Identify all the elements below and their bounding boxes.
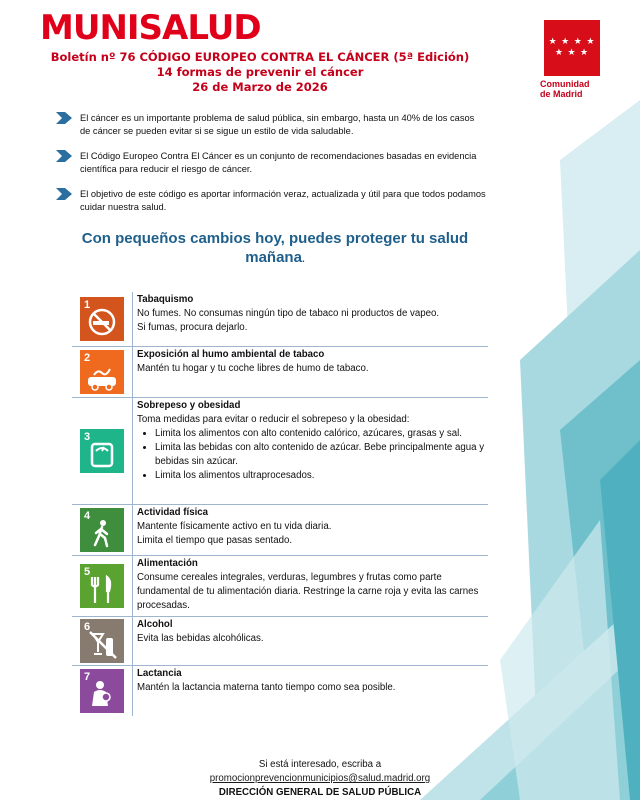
recommendation-badge-2 [80, 350, 124, 394]
recommendation-badge-6 [80, 619, 124, 663]
chevron-right-icon [56, 188, 72, 200]
item-line: No fumes. No consumas ningún tipo de tabaco ni productos de vapeo. [137, 308, 440, 319]
table-row [72, 398, 488, 505]
footer [130, 758, 510, 800]
logo-line-2: de Madrid [540, 89, 583, 99]
no-alcohol-icon [86, 628, 118, 660]
list-item: • Limita los alimentos ultraprocesados. [155, 469, 488, 483]
recommendation-badge-3 [80, 429, 124, 473]
secondhand-smoke-icon [86, 359, 118, 391]
breastfeeding-icon [86, 678, 118, 710]
recommendation-badge-4 [80, 508, 124, 552]
footer-department: DIRECCIÓN GENERAL DE SALUD PÚBLICA [218, 787, 422, 798]
footer-text: Si está interesado, escriba a [258, 759, 382, 770]
slogan-text: Con pequeños cambios hoy, puedes proteger tu salud mañana [81, 230, 469, 266]
item-title: Exposición al humo ambiental de tabaco [137, 349, 325, 360]
logo-caption [540, 79, 610, 99]
intro-item [56, 188, 486, 213]
badge-number: 3 [84, 431, 91, 443]
badge-number: 7 [84, 671, 91, 683]
item-title: Alcohol [137, 619, 173, 630]
item-line: Mantén la lactancia materna tanto tiempo como sea posible. [137, 682, 396, 693]
stars-icon: ★ ★ ★ ★ ★ ★ ★ [548, 36, 596, 57]
list-item: • Limita las bebidas con alto contenido de azúcar. Bebe principalmente agua y bebidas sin azúcar. [155, 441, 488, 469]
walking-person-icon [86, 517, 118, 549]
no-smoking-icon [86, 306, 118, 338]
item-title: Lactancia [137, 668, 182, 679]
badge-number: 5 [84, 566, 91, 578]
intro-text: El cáncer es un importante problema de salud pública, sin embargo, hasta un 40% de los casos de cáncer se pueden evitar si se sigue un estilo de vida saludable. [80, 113, 475, 136]
item-title: Actividad física [137, 507, 209, 518]
item-title: Alimentación [137, 558, 198, 569]
scale-icon [86, 438, 118, 470]
bulletin-date: 26 de Marzo de 2026 [192, 80, 328, 94]
chevron-right-icon [56, 150, 72, 162]
item-line: Si fumas, procura dejarlo. [137, 322, 248, 333]
item-line: Consume cereales integrales, verduras, legumbres y frutas como parte fundamental de tu alimentación diaria. Restringe la carne roja y evita las carnes procesadas. [137, 572, 479, 611]
recommendation-badge-7 [80, 669, 124, 713]
table-row [72, 556, 488, 617]
item-title: Tabaquismo [137, 294, 194, 305]
intro-list [56, 112, 486, 226]
recommendation-badge-5 [80, 564, 124, 608]
cutlery-icon [86, 573, 118, 605]
badge-number: 4 [84, 510, 91, 522]
table-row [72, 292, 488, 347]
bulletin-subtitle: 14 formas de prevenir el cáncer [156, 65, 364, 79]
intro-item [56, 150, 486, 175]
chevron-right-icon [56, 112, 72, 124]
intro-item [56, 112, 486, 137]
contact-email-link[interactable]: promocionprevencionmunicipios@salud.madrid.org [209, 773, 431, 784]
item-line: Mantente físicamente activo en tu vida diaria. [137, 521, 332, 532]
comunidad-madrid-logo [544, 20, 600, 76]
item-bullets [137, 427, 488, 483]
recommendations-table [72, 292, 488, 716]
intro-text: El Código Europeo Contra El Cáncer es un conjunto de recomendaciones basadas en evidencia científica para reducir el riesgo de cáncer. [80, 151, 477, 174]
slogan-dot: . [301, 254, 305, 265]
logo-line-1: Comunidad [540, 79, 590, 89]
item-line: Mantén tu hogar y tu coche libres de humo de tabaco. [137, 363, 369, 374]
bulletin-header [40, 50, 480, 95]
item-line: Toma medidas para evitar o reducir el sobrepeso y la obesidad: [137, 414, 410, 425]
slogan [50, 229, 500, 269]
list-item: • Limita los alimentos con alto contenido calórico, azúcares, grasas y sal. [155, 427, 488, 441]
table-row [72, 505, 488, 556]
recommendation-badge-1 [80, 297, 124, 341]
badge-number: 6 [84, 621, 91, 633]
item-line: Limita el tiempo que pasas sentado. [137, 535, 293, 546]
badge-number: 2 [84, 352, 91, 364]
table-row [72, 347, 488, 398]
bulletin-title: Boletín nº 76 CÓDIGO EUROPEO CONTRA EL CÁNCER (5ª Edición) [50, 50, 470, 64]
item-line: Evita las bebidas alcohólicas. [137, 633, 264, 644]
brand-title: MUNISALUD [40, 8, 261, 48]
badge-number: 1 [84, 299, 91, 311]
table-row [72, 617, 488, 666]
item-title: Sobrepeso y obesidad [137, 400, 241, 411]
intro-text: El objetivo de este código es aportar información veraz, actualizada y útil para que todos podamos cuidar nuestra salud. [80, 189, 486, 212]
table-row [72, 666, 488, 716]
